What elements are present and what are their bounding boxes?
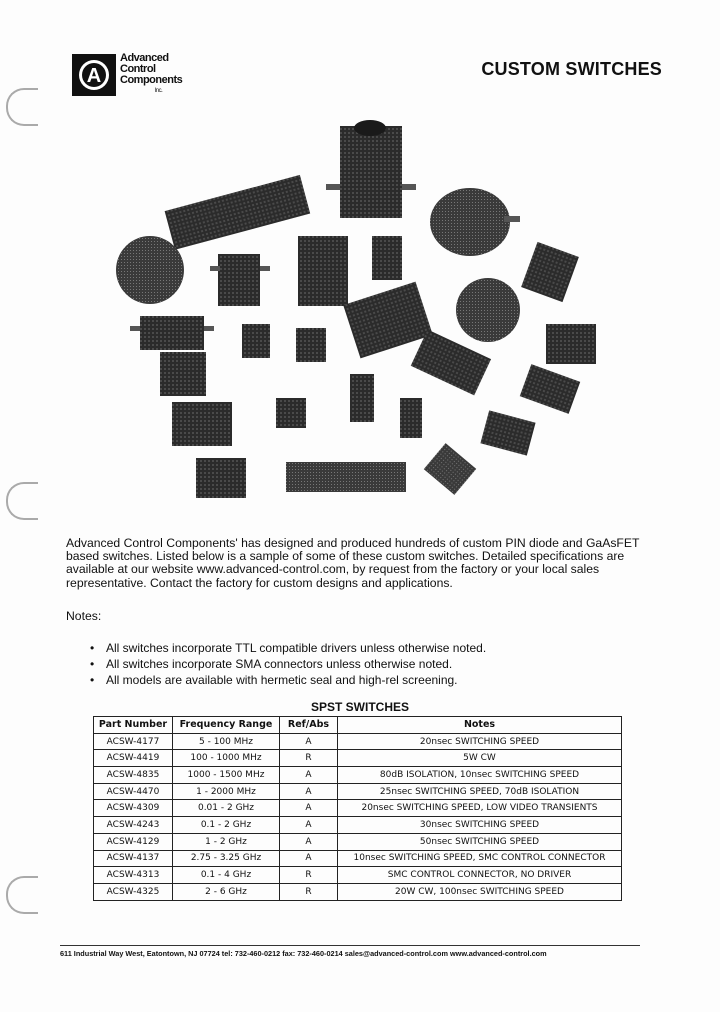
notes-list — [90, 640, 486, 688]
table-row — [94, 750, 622, 767]
ref-abs-cell: A — [280, 850, 338, 867]
column-header: Ref/Abs — [280, 717, 338, 734]
switch-module — [480, 410, 535, 455]
logo-mark — [72, 54, 116, 96]
switch-module — [326, 120, 416, 218]
table-row — [94, 800, 622, 817]
binder-hole — [6, 88, 38, 126]
switch-module — [424, 443, 476, 495]
switch-module — [210, 254, 270, 306]
switch-module — [298, 236, 348, 306]
part-number-cell: ACSW-4313 — [94, 867, 173, 884]
notes-cell: 5W CW — [338, 750, 622, 767]
notes-cell: SMC CONTROL CONNECTOR, NO DRIVER — [338, 867, 622, 884]
ref-abs-cell: A — [280, 733, 338, 750]
switch-module — [196, 458, 246, 498]
logo-wordmark — [120, 53, 182, 97]
frequency-range-cell: 0.1 - 4 GHz — [173, 867, 280, 884]
notes-cell: 80dB ISOLATION, 10nsec SWITCHING SPEED — [338, 767, 622, 784]
binder-hole — [6, 482, 38, 520]
switch-module — [242, 324, 270, 358]
switch-module — [520, 364, 580, 414]
frequency-range-cell: 100 - 1000 MHz — [173, 750, 280, 767]
table-row — [94, 867, 622, 884]
column-header: Notes — [338, 717, 622, 734]
switch-module — [350, 374, 374, 422]
ref-abs-cell: A — [280, 783, 338, 800]
ref-abs-cell: R — [280, 867, 338, 884]
frequency-range-cell: 1 - 2 GHz — [173, 833, 280, 850]
switch-module — [546, 324, 596, 364]
column-header: Frequency Range — [173, 717, 280, 734]
frequency-range-cell: 1 - 2000 MHz — [173, 783, 280, 800]
footer-contact: 611 Industrial Way West, Eatontown, NJ 07724 tel: 732-460-0212 fax: 732-460-0214 sales@advanced-control.com www.advanced-control.com — [60, 945, 640, 958]
frequency-range-cell: 1000 - 1500 MHz — [173, 767, 280, 784]
switch-module — [521, 242, 579, 302]
logo-line-1: Advanced — [120, 52, 169, 64]
switch-module — [116, 236, 184, 304]
logo-emblem-icon — [74, 56, 114, 94]
notes-cell: 20W CW, 100nsec SWITCHING SPEED — [338, 883, 622, 900]
table-row — [94, 850, 622, 867]
ref-abs-cell: R — [280, 750, 338, 767]
ref-abs-cell: A — [280, 800, 338, 817]
table-header-row — [94, 717, 622, 734]
switch-module — [165, 175, 311, 250]
table-row — [94, 733, 622, 750]
notes-cell: 20nsec SWITCHING SPEED, LOW VIDEO TRANSIENTS — [338, 800, 622, 817]
table-title: SPST SWITCHES — [310, 700, 409, 714]
switch-module — [430, 188, 520, 256]
notes-cell: 10nsec SWITCHING SPEED, SMC CONTROL CONNECTOR — [338, 850, 622, 867]
page-title: CUSTOM SWITCHES — [481, 59, 662, 79]
switch-module — [160, 352, 206, 396]
switch-module — [456, 278, 520, 342]
list-item: • All switches incorporate SMA connectors unless otherwise noted. — [90, 656, 486, 672]
switch-module — [286, 462, 406, 492]
part-number-cell: ACSW-4325 — [94, 883, 173, 900]
notes-cell: 30nsec SWITCHING SPEED — [338, 817, 622, 834]
switch-module — [296, 328, 326, 362]
ref-abs-cell: A — [280, 833, 338, 850]
list-item: • All switches incorporate TTL compatible drivers unless otherwise noted. — [90, 640, 486, 656]
part-number-cell: ACSW-4177 — [94, 733, 173, 750]
part-number-cell: ACSW-4470 — [94, 783, 173, 800]
logo-line-2: Control — [120, 63, 156, 75]
switch-module — [400, 398, 422, 438]
list-item: • All models are available with hermetic seal and high-rel screening. — [90, 672, 486, 688]
notes-cell: 50nsec SWITCHING SPEED — [338, 833, 622, 850]
company-logo — [72, 53, 182, 97]
part-number-cell: ACSW-4309 — [94, 800, 173, 817]
binder-hole — [6, 876, 38, 914]
frequency-range-cell: 2.75 - 3.25 GHz — [173, 850, 280, 867]
part-number-cell: ACSW-4137 — [94, 850, 173, 867]
part-number-cell: ACSW-4835 — [94, 767, 173, 784]
switch-module — [130, 316, 214, 350]
ref-abs-cell: A — [280, 817, 338, 834]
frequency-range-cell: 0.01 - 2 GHz — [173, 800, 280, 817]
logo-line-4: Inc. — [154, 88, 163, 94]
ref-abs-cell: A — [280, 767, 338, 784]
frequency-range-cell: 2 - 6 GHz — [173, 883, 280, 900]
switch-module — [372, 236, 402, 280]
spst-switch-table — [93, 716, 622, 901]
logo-line-3: Components — [120, 74, 183, 86]
frequency-range-cell: 5 - 100 MHz — [173, 733, 280, 750]
frequency-range-cell: 0.1 - 2 GHz — [173, 817, 280, 834]
column-header: Part Number — [94, 717, 173, 734]
switch-module — [276, 398, 306, 428]
table-row — [94, 817, 622, 834]
product-photo — [100, 112, 620, 512]
switch-module — [343, 282, 433, 359]
notes-label: Notes: — [66, 609, 102, 623]
part-number-cell: ACSW-4419 — [94, 750, 173, 767]
notes-cell: 25nsec SWITCHING SPEED, 70dB ISOLATION — [338, 783, 622, 800]
table-row — [94, 767, 622, 784]
table-row — [94, 783, 622, 800]
table-row — [94, 883, 622, 900]
part-number-cell: ACSW-4129 — [94, 833, 173, 850]
logo-letter: A — [86, 65, 102, 87]
notes-cell: 20nsec SWITCHING SPEED — [338, 733, 622, 750]
intro-paragraph: Advanced Control Components' has designed and produced hundreds of custom PIN diode and GaAsFET based switches. Listed below is a sample of some of these custom switches. Detailed specifications are available at our website www.advanced-control.com, by request from the factory or your local sales representative. Contact the factory for custom designs and applications. — [66, 536, 640, 590]
switch-module — [172, 402, 232, 446]
part-number-cell: ACSW-4243 — [94, 817, 173, 834]
ref-abs-cell: R — [280, 883, 338, 900]
table-row — [94, 833, 622, 850]
